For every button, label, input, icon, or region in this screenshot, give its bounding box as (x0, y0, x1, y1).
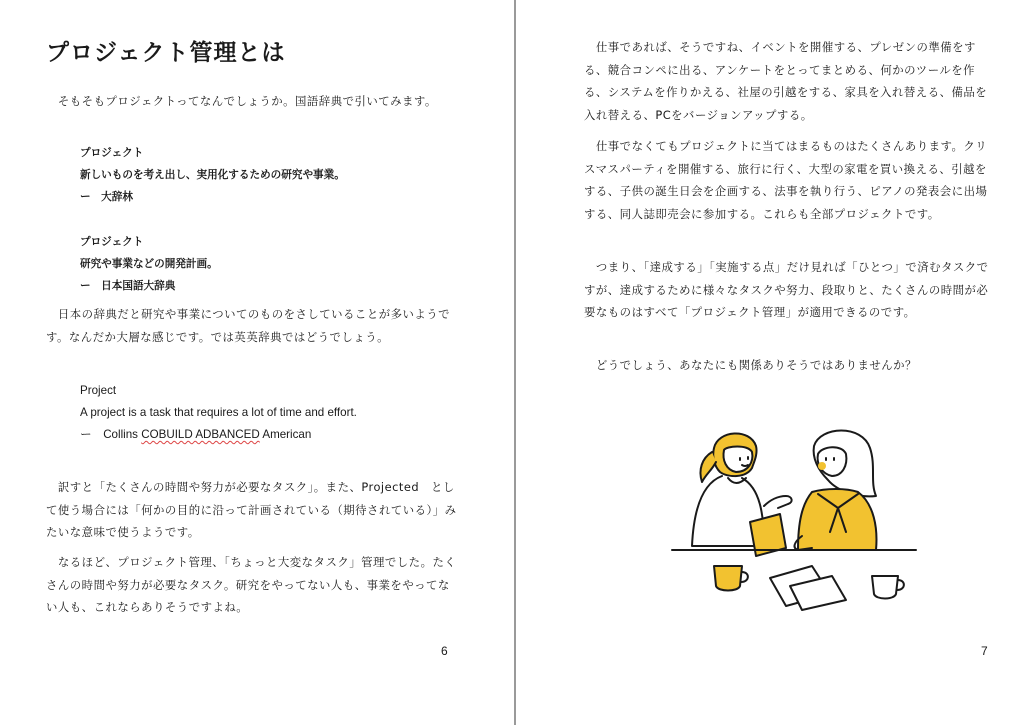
definition-meaning: A project is a task that requires a lot of time and effort. (80, 406, 357, 419)
work-examples-paragraph: 仕事であれば、そうですね、イベントを開催する、プレゼンの準備をする、競合コンペに出る、アンケートをとってまとめる、何かのツールを作る、システムを作りかえる、社屋の引越をする、家具を入れ替える、備品を入れ替える、PCをバージョンアップする。 (584, 40, 988, 122)
page-title: プロジェクト管理とは (46, 40, 286, 66)
definition-meaning: 新しいものを考え出し、実用化するための研究や事業。 (80, 169, 345, 181)
right-page (516, 0, 1024, 725)
definition-term: Project (80, 384, 117, 397)
definition-source: ー 大辞林 (80, 191, 133, 203)
definition-term: プロジェクト (80, 236, 144, 248)
two-women-meeting-illustration (662, 418, 922, 618)
personal-examples-paragraph: 仕事でなくてもプロジェクトに当てはまるものはたくさんあります。クリスマスパーティを開催する、旅行に行く、大型の家電を買い換える、引越をする、子供の誕生日会を企画する、法事を執り行う、ピアノの発表会に出場する、同人誌即売会に参加する。これらも全部プロジェクトです。 (584, 139, 988, 221)
right-woman-body (798, 489, 876, 550)
right-cup (872, 576, 898, 599)
translation-paragraph: 訳すと「たくさんの時間や努力が必要なタスク」。また、Projected として使う場合には「何かの目的に沿って計画されている（期待されている）」みたいな意味で使うようです。 (46, 480, 457, 540)
definition-collins (80, 380, 460, 446)
definition-nihon-kokugo (80, 231, 460, 297)
spellcheck-marked-text: COBUILD ADBANCED (141, 428, 260, 441)
left-woman-ponytail (700, 452, 716, 482)
source-suffix: American (259, 428, 312, 441)
summary-paragraph: つまり、「達成する」「実施する点」だけ見れば「ひとつ」で済むタスクですが、達成するために様々なタスクや努力、段取りと、たくさんの時間が必要なものはすべて「プロジェクト管理」が適用できるのです。 (584, 260, 989, 320)
closing-question: どうでしょう、あなたにも関係ありそうではありませんか？ (584, 358, 917, 372)
definition-meaning: 研究や事業などの開発計画。 (80, 258, 218, 270)
definition-daijirin (80, 142, 460, 208)
japanese-dictionary-paragraph: 日本の辞典だと研究や事業についてのものをさしていることが多いようです。なんだか大層な感じです。では英英辞典ではどうでしょう。 (46, 307, 451, 344)
left-cup (714, 566, 742, 591)
intro-paragraph: そもそもプロジェクトってなんでしょうか。国語辞典で引いてみます。 (46, 94, 437, 108)
source-prefix: ー Collins (80, 428, 142, 441)
conclusion-paragraph: なるほど、プロジェクト管理、「ちょっと大変なタスク」管理でした。たくさんの時間や努力が必要なタスク。研究をやってない人も、事業をやってない人も、これならありそうですよね。 (46, 555, 457, 615)
definition-term: プロジェクト (80, 147, 144, 159)
definition-source (80, 424, 460, 446)
definition-source: ー 日本国語大辞典 (80, 280, 176, 292)
page-number: 7 (981, 644, 988, 658)
page-number: 6 (441, 644, 448, 658)
